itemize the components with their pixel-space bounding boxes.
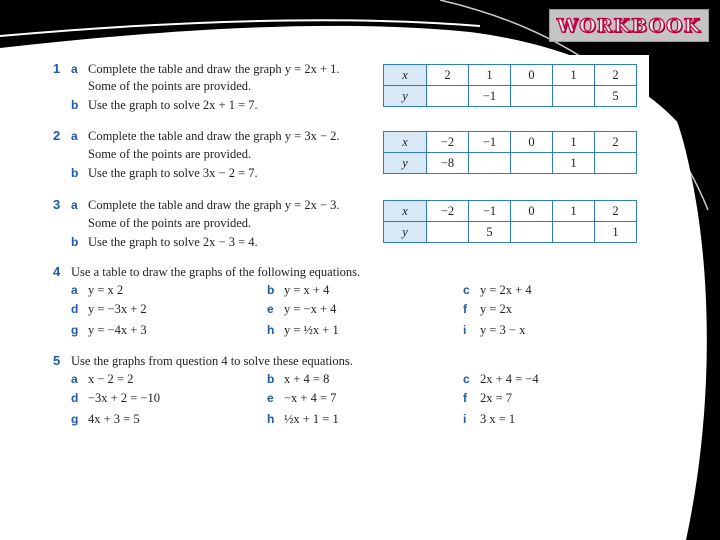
table-cell: −1 <box>469 201 511 222</box>
workbook-badge-text: WORKBOOK <box>556 14 702 37</box>
equation: ½x + 1 = 1 <box>284 412 339 426</box>
part-label: h <box>267 412 275 426</box>
worksheet <box>43 55 649 435</box>
table-cell <box>553 222 595 243</box>
equation: y = ½x + 1 <box>284 323 339 337</box>
table-cell <box>595 153 637 174</box>
value-table <box>383 64 637 107</box>
part-label: b <box>71 98 79 112</box>
table-cell: −1 <box>469 86 511 107</box>
part-label: a <box>71 129 78 143</box>
table-cell <box>511 86 553 107</box>
equation: y = 3 − x <box>480 323 526 337</box>
part-label: i <box>463 323 467 337</box>
part-label: g <box>71 412 79 426</box>
equation: 2x = 7 <box>480 391 513 405</box>
part-label: c <box>463 372 470 386</box>
question-number: 2 <box>53 128 61 143</box>
part-label: f <box>463 302 467 316</box>
table-row <box>384 132 637 153</box>
part-label: a <box>71 62 78 76</box>
table-row <box>384 65 637 86</box>
part-label: f <box>463 391 467 405</box>
table-cell: 5 <box>469 222 511 243</box>
part-label: h <box>267 323 275 337</box>
question-text: Use the graphs from question 4 to solve these equations. <box>71 354 353 368</box>
table-cell <box>553 86 595 107</box>
table-header-cell: x <box>384 201 427 222</box>
question-text: Complete the table and draw the graph y = 3x − 2. <box>88 129 340 143</box>
table-cell <box>511 153 553 174</box>
table-cell <box>427 222 469 243</box>
equation: y = 2x <box>480 302 513 316</box>
part-label: d <box>71 302 79 316</box>
question-text: Some of the points are provided. <box>88 79 252 93</box>
table-cell <box>469 153 511 174</box>
question-text: Use the graph to solve 2x + 1 = 7. <box>88 98 258 112</box>
equation: y = x + 4 <box>284 283 330 297</box>
equation: 2x + 4 = −4 <box>480 372 539 386</box>
table-cell: 1 <box>469 65 511 86</box>
table-cell: 1 <box>553 65 595 86</box>
part-label: e <box>267 302 274 316</box>
part-label: b <box>71 166 79 180</box>
table-row <box>384 222 637 243</box>
table-cell: 2 <box>595 201 637 222</box>
part-label: i <box>463 412 467 426</box>
equation: y = −4x + 3 <box>88 323 147 337</box>
equation: −x + 4 = 7 <box>284 391 337 405</box>
equation: 3 x = 1 <box>480 412 516 426</box>
equation: −3x + 2 = −10 <box>88 391 160 405</box>
table-cell <box>427 86 469 107</box>
question-number: 1 <box>53 61 61 76</box>
table-header-cell: x <box>384 132 427 153</box>
equation: y = x 2 <box>88 283 124 297</box>
table-cell: 2 <box>595 132 637 153</box>
question-number: 4 <box>53 264 61 279</box>
table-cell: −8 <box>427 153 469 174</box>
table-row <box>384 86 637 107</box>
value-table <box>383 200 637 243</box>
table-cell: 1 <box>595 222 637 243</box>
table-cell: 1 <box>553 153 595 174</box>
part-label: c <box>463 283 470 297</box>
question-text: Some of the points are provided. <box>88 147 252 161</box>
part-label: e <box>267 391 274 405</box>
table-header-cell: y <box>384 153 427 174</box>
equation: x − 2 = 2 <box>88 372 134 386</box>
equation: 4x + 3 = 5 <box>88 412 140 426</box>
table-cell: −1 <box>469 132 511 153</box>
part-label: b <box>267 372 275 386</box>
table-cell: 1 <box>553 201 595 222</box>
part-label: b <box>71 235 79 249</box>
question-text: Complete the table and draw the graph y = 2x + 1. <box>88 62 340 76</box>
table-cell: 0 <box>511 132 553 153</box>
question-text: Use the graph to solve 3x − 2 = 7. <box>88 166 258 180</box>
equation: y = −x + 4 <box>284 302 337 316</box>
value-table <box>383 131 637 174</box>
table-cell: 2 <box>427 65 469 86</box>
part-label: g <box>71 323 79 337</box>
question-text: Complete the table and draw the graph y = 2x − 3. <box>88 198 340 212</box>
table-cell: 0 <box>511 65 553 86</box>
question-text: Use the graph to solve 2x − 3 = 4. <box>88 235 258 249</box>
question-text: Use a table to draw the graphs of the following equations. <box>71 265 361 279</box>
equation: y = −3x + 2 <box>88 302 147 316</box>
table-row <box>384 153 637 174</box>
part-label: a <box>71 198 78 212</box>
part-label: b <box>267 283 275 297</box>
equation: y = 2x + 4 <box>480 283 532 297</box>
table-cell <box>511 222 553 243</box>
table-cell: 2 <box>595 65 637 86</box>
table-row <box>384 201 637 222</box>
table-header-cell: x <box>384 65 427 86</box>
question-number: 5 <box>53 353 61 368</box>
question-text: Some of the points are provided. <box>88 216 252 230</box>
table-cell: 1 <box>553 132 595 153</box>
table-header-cell: y <box>384 86 427 107</box>
table-cell: −2 <box>427 201 469 222</box>
question-number: 3 <box>53 197 61 212</box>
table-cell: −2 <box>427 132 469 153</box>
table-header-cell: y <box>384 222 427 243</box>
table-cell: 5 <box>595 86 637 107</box>
workbook-badge <box>549 9 709 42</box>
part-label: a <box>71 283 78 297</box>
part-label: a <box>71 372 78 386</box>
table-cell: 0 <box>511 201 553 222</box>
part-label: d <box>71 391 79 405</box>
equation: x + 4 = 8 <box>284 372 330 386</box>
